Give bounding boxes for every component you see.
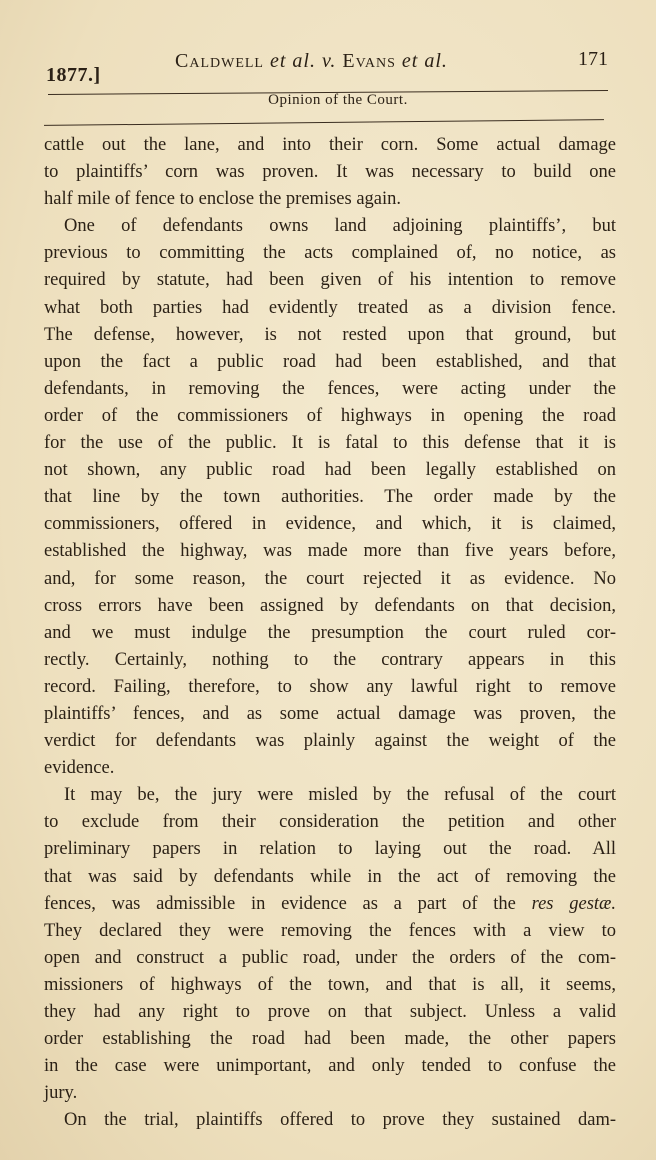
running-head-title [175,50,448,73]
text-line: The defense, however, is not rested upon that ground, but [44,324,616,345]
text-line: evidence. [44,758,115,779]
text-line [44,891,616,918]
text-line: preliminary papers in relation to laying out the road. All [44,839,616,860]
title-et-al-2: et al. [395,50,448,72]
text-line: order establishing the road had been made, the other papers [44,1029,616,1050]
text-line: to exclude from their consideration the petition and other [44,812,616,833]
text-line: cattle out the lane, and into their corn. Some actual damage [44,135,616,155]
section-subtitle: Opinion of the Court. [268,92,408,108]
text-line: open and construct a public road, under the orders of the com- [44,947,616,968]
title-party-1: Caldwell [175,50,264,72]
text-line: half mile of fence to enclose the premises again. [44,189,402,210]
text-line: record. Failing, therefore, to show any lawful right to remove [44,676,616,697]
text-line: required by statute, had been given of his intention to remove [44,270,616,291]
text-line: They declared they were removing the fences with a view to [44,920,616,941]
text-line: jury. [44,1083,78,1104]
text-line: not shown, any public road had been legally established on [44,460,616,481]
text-line: plaintiffs’ fences, and as some actual damage was proven, the [44,703,616,724]
text-line: to plaintiffs’ corn was proven. It was necessary to build one [44,162,616,183]
title-versus: v. [321,50,337,72]
text-line: and we must indulge the presumption the court ruled cor- [44,622,616,643]
header-rule-bottom [44,119,604,126]
text-line: previous to committing the acts complained of, no notice, as [44,243,616,264]
text-line: verdict for defendants was plainly against the weight of the [44,731,616,752]
text-line: and, for some reason, the court rejected it as evidence. No [44,568,616,589]
text-line: that line by the town authorities. The order made by the [44,487,616,508]
text-line-part: fences, was admissible in evidence as a part of the [44,893,532,914]
text-line: One of defendants owns land adjoining plaintiffs’, but [64,216,616,237]
text-line: that was said by defendants while in the act of removing the [44,866,616,887]
text-line: upon the fact a public road had been established, and that [44,351,616,372]
text-line: what both parties had evidently treated as a division fence. [44,297,616,318]
text-line: missioners of highways of the town, and that is all, it seems, [44,974,616,995]
page-number: 171 [578,48,608,70]
text-line: for the use of the public. It is fatal to this defense that it is [44,433,616,454]
res-gestae-phrase: res gestæ. [531,893,616,914]
title-party-2: Evans [336,50,396,72]
title-et-al-1: et al. [263,50,322,72]
text-line: It may be, the jury were misled by the refusal of the court [64,785,616,806]
running-head-year: 1877.] [46,64,101,86]
text-line: they had any right to prove on that subject. Unless a valid [44,1002,616,1022]
text-line: defendants, in removing the fences, were acting under the [44,378,616,399]
text-line: order of the commissioners of highways in opening the road [44,405,616,426]
text-line: cross errors have been assigned by defendants on that decision, [44,595,616,616]
text-line: in the case were unimportant, and only tended to confuse the [44,1056,616,1077]
text-line: On the trial, plaintiffs offered to prove they sustained dam- [64,1110,616,1131]
text-line: established the highway, was made more than five years before, [44,541,616,562]
text-line: rectly. Certainly, nothing to the contrary appears in this [44,649,616,670]
text-line: commissioners, offered in evidence, and which, it is claimed, [44,514,616,535]
opinion-text [44,132,616,1134]
